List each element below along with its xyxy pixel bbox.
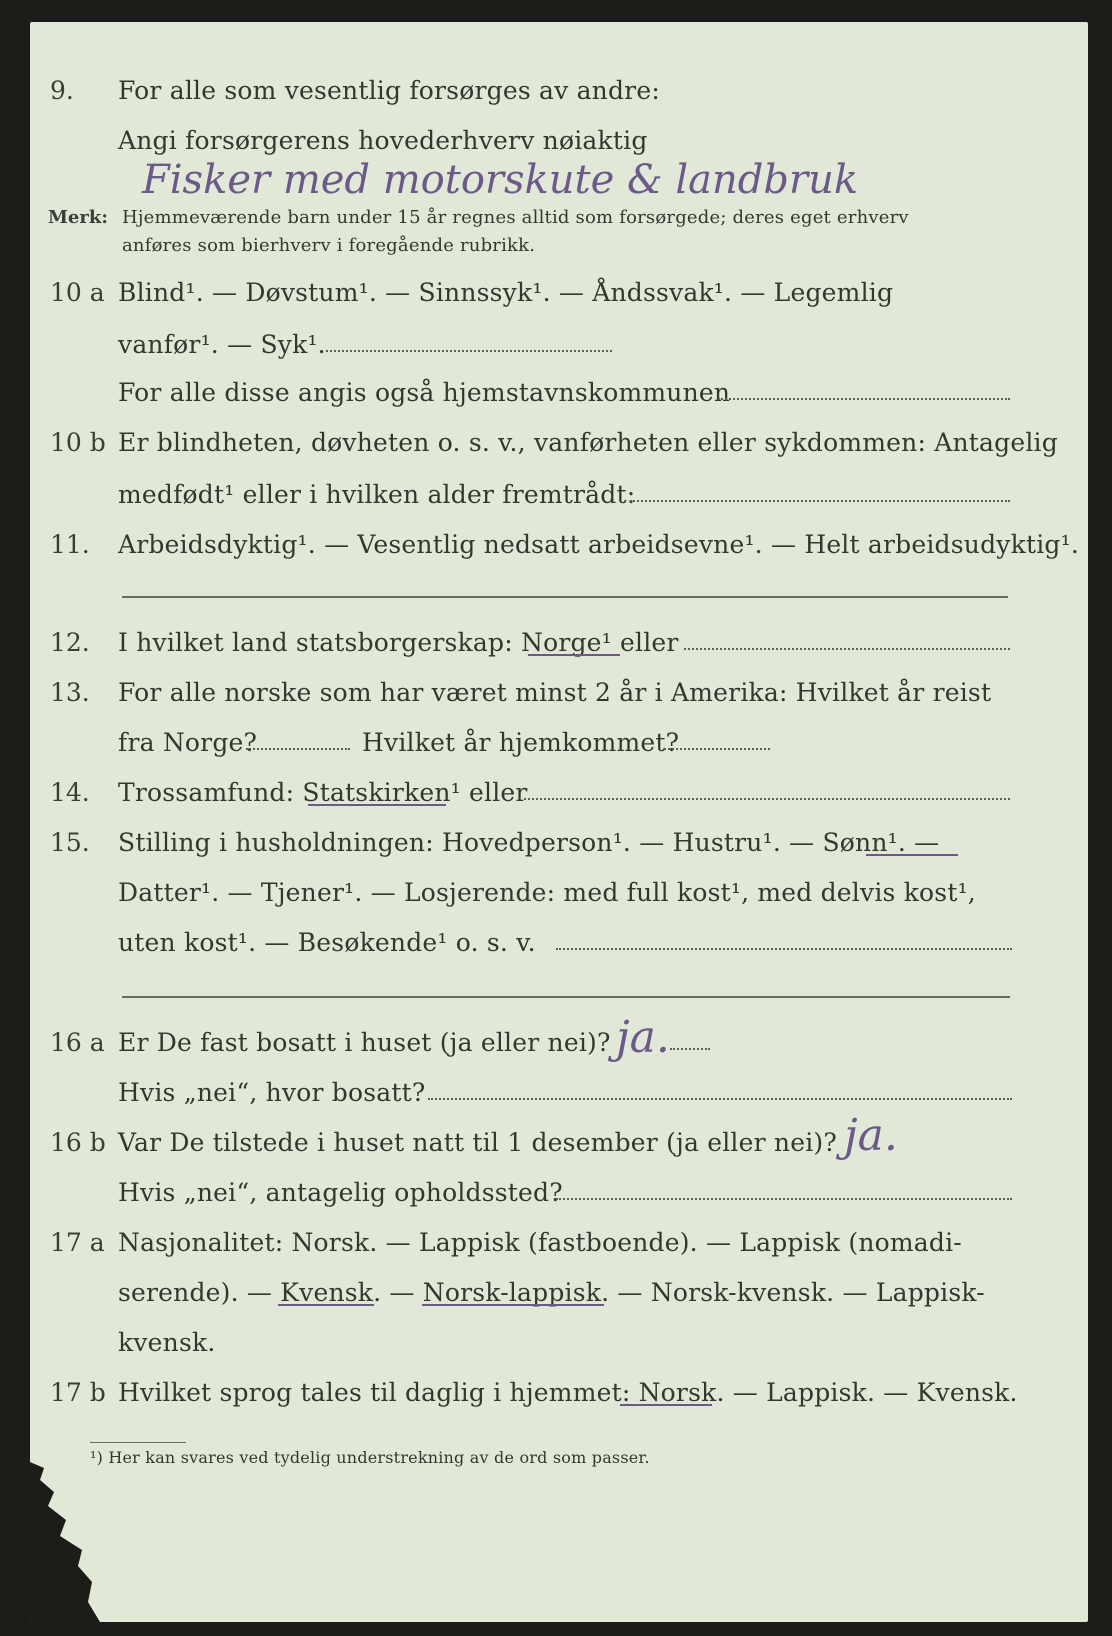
question-16b-line2	[30, 1176, 1088, 1216]
answer-line	[670, 1048, 710, 1050]
answer-line	[326, 350, 612, 352]
handwritten-underline-norsk-lappisk	[422, 1304, 604, 1306]
question-text: vanfør¹. — Syk¹.	[118, 330, 326, 359]
question-text: For alle norske som har været minst 2 år i Amerika: Hvilket år reist	[118, 678, 992, 707]
question-text: serende). — Kvensk. — Norsk-lappisk. — Norsk-kvensk. — Lappisk-	[118, 1278, 985, 1307]
question-number: 16 b	[50, 1128, 106, 1157]
answer-line	[664, 748, 770, 750]
question-text: fra Norge?	[118, 728, 258, 757]
footnote-rule	[90, 1442, 186, 1443]
question-text: Hvis „nei“, antagelig opholdssted?	[118, 1178, 563, 1207]
question-13	[30, 676, 1088, 716]
question-text: For alle disse angis også hjemstavnskommunen	[118, 378, 731, 407]
question-16a-line2	[30, 1076, 1088, 1116]
question-text: Hvis „nei“, hvor bosatt?	[118, 1078, 426, 1107]
handwritten-underline-norge	[528, 654, 620, 656]
question-15-line2	[30, 876, 1088, 916]
question-text: Var De tilstede i huset natt til 1 desember (ja eller nei)?	[118, 1128, 837, 1157]
footnote: ¹) Her kan svares ved tydelig understrekning av de ord som passer.	[90, 1448, 650, 1467]
question-11	[30, 528, 1088, 568]
question-10b	[30, 426, 1088, 466]
question-15	[30, 826, 1088, 866]
answer-line	[630, 500, 1010, 502]
answer-line	[428, 1098, 1012, 1100]
question-number: 16 a	[50, 1028, 105, 1057]
answer-line	[556, 1198, 1012, 1200]
torn-corner	[30, 1462, 120, 1622]
question-9	[30, 74, 1088, 114]
handwritten-underline-statskirken	[308, 804, 446, 806]
question-number: 17 b	[50, 1378, 106, 1407]
census-form-page	[30, 22, 1088, 1622]
handwritten-underline-kvensk	[278, 1304, 374, 1306]
question-17a-line3	[30, 1326, 1088, 1366]
question-text: Trossamfund: Statskirken¹ eller	[118, 778, 528, 807]
question-17a	[30, 1226, 1088, 1266]
question-10b-line2	[30, 478, 1088, 518]
question-text: Stilling i husholdningen: Hovedperson¹. — Hustru¹. — Sønn¹. —	[118, 828, 940, 857]
answer-line	[122, 996, 1010, 998]
note-label: Merk:	[48, 207, 108, 228]
question-text: Er De fast bosatt i huset (ja eller nei)?	[118, 1028, 611, 1057]
question-number: 10 b	[50, 428, 106, 457]
question-number: 12.	[50, 628, 90, 657]
question-17a-line2	[30, 1276, 1088, 1316]
question-text: Arbeidsdyktig¹. — Vesentlig nedsatt arbeidsevne¹. — Helt arbeidsudyktig¹.	[118, 530, 1079, 559]
question-number: 10 a	[50, 278, 105, 307]
question-16b	[30, 1126, 1088, 1166]
question-text: I hvilket land statsborgerskap: Norge¹ eller	[118, 628, 679, 657]
handwritten-answer-16a: ja.	[616, 1012, 670, 1063]
question-text: Hvilket år hjemkommet?	[362, 728, 680, 757]
handwritten-underline-norsk	[620, 1404, 712, 1406]
question-10a-line2	[30, 328, 1088, 368]
question-17b	[30, 1376, 1088, 1416]
question-text: Hvilket sprog tales til daglig i hjemmet: Norsk. — Lappisk. — Kvensk.	[118, 1378, 1018, 1407]
question-text: Nasjonalitet: Norsk. — Lappisk (fastboende). — Lappisk (nomadi-	[118, 1228, 962, 1257]
question-16a	[30, 1026, 1088, 1066]
question-10a-line3	[30, 376, 1088, 416]
answer-line	[524, 798, 1010, 800]
question-number: 14.	[50, 778, 90, 807]
question-14	[30, 776, 1088, 816]
question-text: Blind¹. — Døvstum¹. — Sinnssyk¹. — Åndssvak¹. — Legemlig	[118, 278, 894, 307]
question-text: kvensk.	[118, 1328, 216, 1357]
question-text: Angi forsørgerens hovederhverv nøiaktig	[118, 126, 648, 155]
note-merk-2	[30, 234, 1088, 274]
handwritten-underline-sonn	[866, 854, 958, 856]
question-15-line3	[30, 926, 1088, 966]
question-number: 11.	[50, 530, 90, 559]
question-10a	[30, 276, 1088, 316]
answer-line	[122, 596, 1008, 598]
question-text: Er blindheten, døvheten o. s. v., vanførheten eller sykdommen: Antagelig	[118, 428, 1058, 457]
question-number: 15.	[50, 828, 90, 857]
answer-line	[718, 398, 1010, 400]
note-line-2: anføres som bierhverv i foregående rubrikk.	[122, 235, 536, 256]
question-text: Datter¹. — Tjener¹. — Losjerende: med full kost¹, med delvis kost¹,	[118, 878, 976, 907]
answer-line	[556, 948, 1012, 950]
question-number: 13.	[50, 678, 90, 707]
question-number: 17 a	[50, 1228, 105, 1257]
handwritten-answer-16b: ja.	[844, 1110, 898, 1161]
question-text: For alle som vesentlig forsørges av andre:	[118, 76, 660, 105]
question-12	[30, 626, 1088, 666]
handwritten-answer-9: Fisker med motorskute & landbruk	[142, 157, 859, 203]
question-text: medfødt¹ eller i hvilken alder fremtrådt:	[118, 480, 636, 509]
question-number: 9.	[50, 76, 74, 105]
question-13-line2	[30, 726, 1088, 766]
answer-line	[684, 648, 1010, 650]
note-line-1: Hjemmeværende barn under 15 år regnes alltid som forsørgede; deres eget erhverv	[122, 207, 909, 228]
question-text: uten kost¹. — Besøkende¹ o. s. v.	[118, 928, 536, 957]
answer-line	[246, 748, 350, 750]
